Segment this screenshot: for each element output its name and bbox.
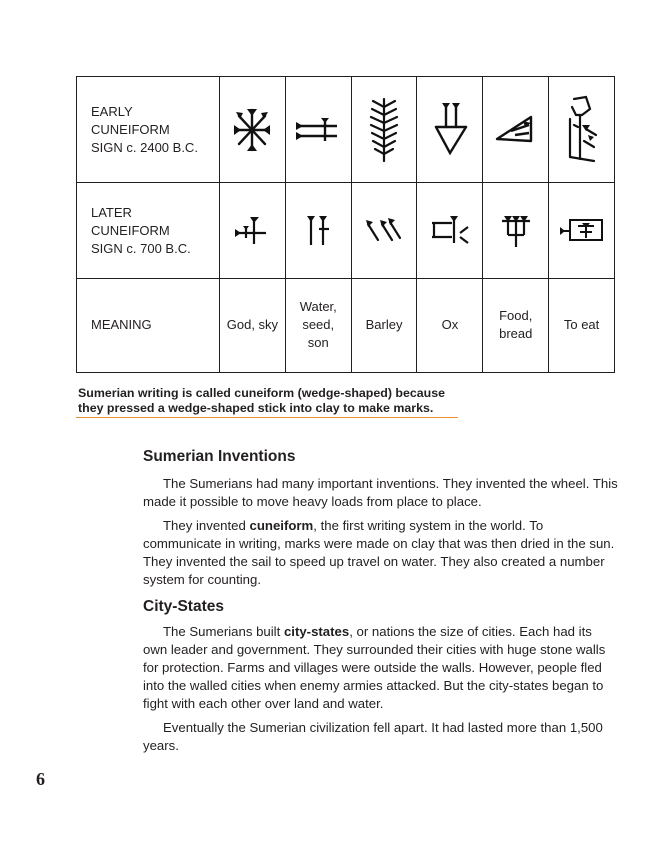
- barley-later-cuneiform-icon: [364, 216, 404, 246]
- later-barley-cell: [351, 183, 417, 278]
- star-later-cuneiform-icon: [234, 216, 270, 246]
- early-sign-label: EARLY CUNEIFORM SIGN c. 2400 B.C.: [77, 77, 220, 183]
- cuneiform-table: [76, 76, 615, 373]
- meaning-ox: Ox: [417, 278, 483, 372]
- inventions-paragraph-2: [143, 517, 618, 589]
- text-span: They invented: [163, 518, 250, 533]
- meaning-label: MEANING: [77, 278, 220, 372]
- caption-underline: [76, 417, 458, 418]
- early-bread-cell: [483, 77, 549, 183]
- ox-later-cuneiform-icon: [428, 215, 472, 247]
- water-cuneiform-icon: [295, 117, 341, 143]
- table-caption: Sumerian writing is called cuneiform (wedge-shaped) because they pressed a wedge-shaped stick into clay to make marks.: [78, 386, 445, 415]
- eat-cuneiform-icon: [564, 95, 600, 165]
- early-water-cell: [285, 77, 351, 183]
- later-sign-row: [77, 183, 615, 278]
- term-cuneiform: cuneiform: [249, 518, 314, 533]
- text-span: The Sumerians built: [163, 624, 284, 639]
- early-sign-row: [77, 77, 615, 183]
- section-title-inventions: Sumerian Inventions: [143, 448, 296, 465]
- meaning-food-bread: Food, bread: [483, 278, 549, 372]
- meaning-god-sky: God, sky: [220, 278, 286, 372]
- city-states-paragraph-1: [143, 623, 618, 713]
- city-states-paragraph-2: Eventually the Sumerian civilization fell apart. It had lasted more than 1,500 years.: [143, 720, 603, 753]
- early-eat-cell: [549, 77, 615, 183]
- section-title-city-states: City-States: [143, 598, 224, 615]
- page-number: 6: [36, 769, 45, 789]
- text-span: , or nations the size of cities. Each had its own leader and government. They surrounded their cities with huge stone walls for protection. Farms and villages were outside the walls. However, people fled into the walled cities when enemy armies attacked. But the city-states began to fight with each other over land and water.: [143, 624, 606, 711]
- later-god-sky-cell: [220, 183, 286, 278]
- early-god-sky-cell: [220, 77, 286, 183]
- bread-cuneiform-icon: [493, 113, 539, 147]
- star-cuneiform-icon: [232, 106, 272, 154]
- inventions-paragraph-1: The Sumerians had many important inventions. They invented the wheel. This made it possible to move heavy loads from place to place.: [143, 476, 618, 509]
- ox-cuneiform-icon: [430, 101, 470, 159]
- barley-cuneiform-icon: [367, 97, 401, 163]
- main-content: [143, 447, 618, 755]
- early-barley-cell: [351, 77, 417, 183]
- later-eat-cell: [549, 183, 615, 278]
- text-span: , the first writing system in the world. To communicate in writing, marks were made on clay that was then dried in the sun. They invented the sail to speed up travel on water. They also created a number system for counting.: [143, 518, 615, 587]
- bread-later-cuneiform-icon: [498, 213, 534, 249]
- meaning-barley: Barley: [351, 278, 417, 372]
- water-later-cuneiform-icon: [303, 215, 333, 247]
- early-ox-cell: [417, 77, 483, 183]
- meaning-to-eat: To eat: [549, 278, 615, 372]
- later-bread-cell: [483, 183, 549, 278]
- meaning-water-seed-son: Water, seed, son: [285, 278, 351, 372]
- meaning-row: [77, 278, 615, 372]
- later-ox-cell: [417, 183, 483, 278]
- later-sign-label: LATER CUNEIFORM SIGN c. 700 B.C.: [77, 183, 220, 278]
- later-water-cell: [285, 183, 351, 278]
- term-city-states: city-states: [283, 624, 350, 639]
- eat-later-cuneiform-icon: [558, 216, 606, 246]
